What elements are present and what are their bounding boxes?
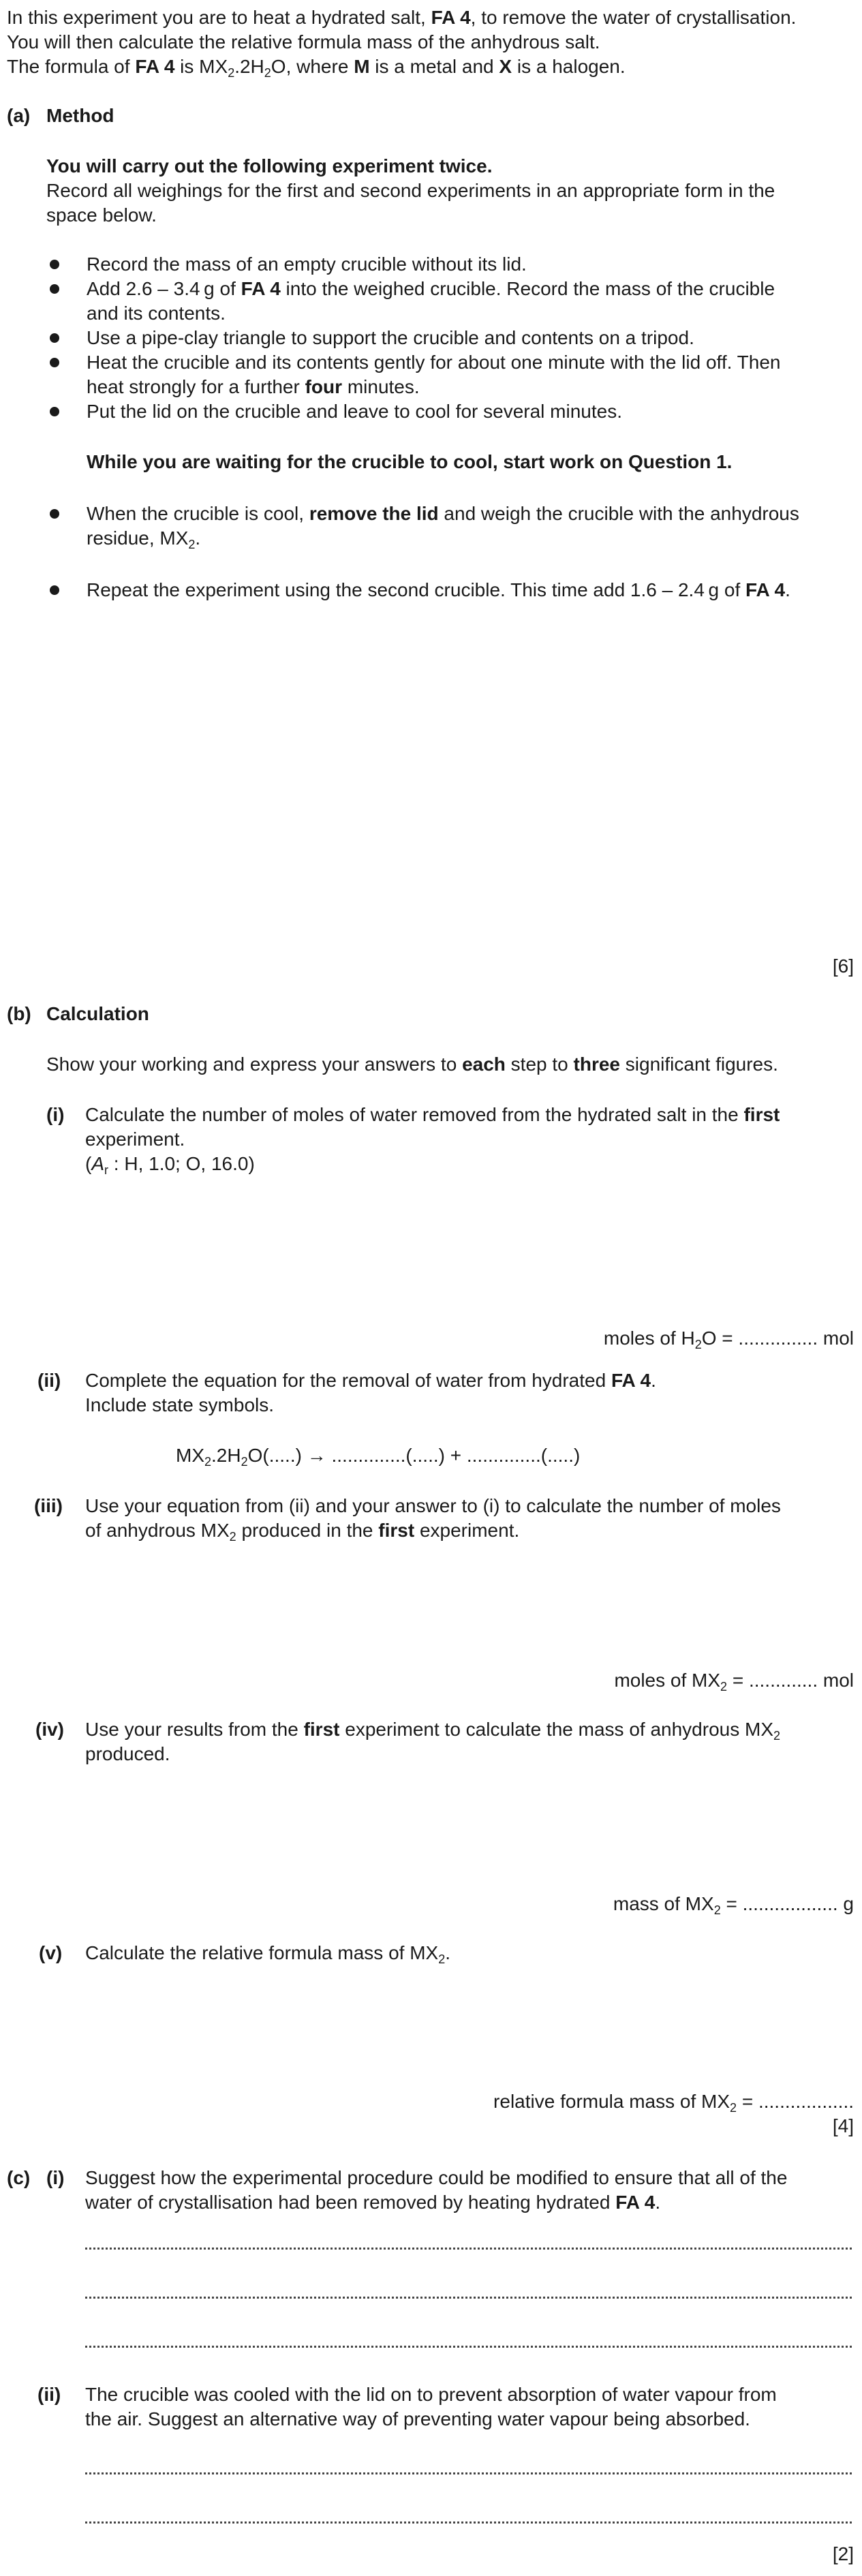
bullet-icon [50, 407, 59, 416]
method-instruction-line-2: space below. [46, 204, 157, 226]
method-step-2-cont: and its contents. [87, 303, 226, 324]
question-b-iii-label: (iii) [34, 1495, 63, 1516]
answer-line[interactable] [85, 2297, 852, 2299]
answer-relative-formula-mass: relative formula mass of $MX_2$ = .................. [493, 2091, 854, 2115]
question-b-iii-text-cont: of anhydrous $MX_2$ produced in the first experiment. [85, 1520, 520, 1544]
method-step-5: Put the lid on the crucible and leave to cool for several minutes. [87, 401, 622, 422]
question-b-iv-text: Use your results from the first experiment to calculate the mass of anhydrous $MX_2$ [85, 1719, 781, 1743]
method-step-6: When the crucible is cool, remove the lid and weigh the crucible with the anhydrous [87, 503, 799, 524]
answer-line[interactable] [85, 2248, 852, 2250]
answer-line[interactable] [85, 2346, 852, 2348]
bullet-icon [50, 260, 59, 269]
bullet-icon [50, 585, 59, 595]
question-b-ii-label: (ii) [37, 1370, 61, 1391]
dehydration-equation: $MX_2.2H_2O(.....)$ → ..............(.....) + ..............(.....) [176, 1445, 581, 1469]
calculation-instruction: Show your working and express your answers to each step to three significant figures. [46, 1054, 778, 1075]
question-b-iii-text: Use your equation from (ii) and your answer to (i) to calculate the number of moles [85, 1495, 781, 1516]
bullet-icon [50, 358, 59, 367]
method-step-6-cont: residue, $MX_2$. [87, 527, 201, 551]
question-c-ii-label: (ii) [37, 2384, 61, 2405]
part-c-marks: [2] [832, 2543, 854, 2564]
question-b-i-text-cont: experiment. [85, 1129, 185, 1150]
method-step-4-cont: heat strongly for a further four minutes. [87, 376, 420, 397]
part-b-label: (b) [7, 1003, 31, 1024]
method-step-2: Add 2.6 – 3.4 g of FA 4 into the weighed crucible. Record the mass of the crucible [87, 278, 775, 299]
answer-moles-mx2: moles of $MX_2$ = ............. mol [614, 1670, 854, 1693]
answer-line[interactable] [85, 2521, 852, 2524]
question-b-i-label: (i) [46, 1104, 65, 1125]
part-a-marks: [6] [832, 955, 854, 977]
question-b-iv-label: (iv) [35, 1719, 64, 1740]
answer-line[interactable] [85, 2472, 852, 2474]
part-a-label: (a) [7, 105, 31, 126]
question-b-iv-text-cont: produced. [85, 1743, 170, 1764]
question-b-ii-text-cont: Include state symbols. [85, 1394, 275, 1415]
question-b-i-text: Calculate the number of moles of water removed from the hydrated salt in the first [85, 1104, 780, 1125]
bullet-icon [50, 284, 59, 294]
intro-line-2: You will then calculate the relative formula mass of the anhydrous salt. [7, 31, 600, 52]
question-c-i-text: Suggest how the experimental procedure could be modified to ensure that all of the [85, 2167, 788, 2188]
method-step-1: Record the mass of an empty crucible without its lid. [87, 254, 527, 275]
bullet-icon [50, 509, 59, 519]
waiting-instruction: While you are waiting for the crucible to cool, start work on Question 1. [87, 451, 733, 472]
method-step-7: Repeat the experiment using the second crucible. This time add 1.6 – 2.4 g of FA 4. [87, 579, 790, 600]
part-a-title: Method [46, 105, 114, 126]
question-b-v-text: Calculate the relative formula mass of $MX_2$. [85, 1942, 451, 1966]
bullet-icon [50, 333, 59, 343]
question-c-ii-text: The crucible was cooled with the lid on to prevent absorption of water vapour from [85, 2384, 777, 2405]
part-c-label: (c) [7, 2167, 31, 2188]
method-instruction-bold: You will carry out the following experiment twice. [46, 155, 493, 177]
method-step-4: Heat the crucible and its contents gently for about one minute with the lid off. Then [87, 352, 781, 373]
intro-line-1: In this experiment you are to heat a hydrated salt, FA 4, to remove the water of crystallisation. [7, 7, 797, 28]
part-b-title: Calculation [46, 1003, 149, 1024]
intro-line-3: The formula of FA 4 is $MX_2.2H_2O$, where M is a metal and X is a halogen. [7, 56, 626, 80]
question-c-ii-text-cont: the air. Suggest an alternative way of preventing water vapour being absorbed. [85, 2408, 750, 2429]
method-step-3: Use a pipe-clay triangle to support the crucible and contents on a tripod. [87, 327, 694, 348]
answer-moles-water: moles of $H_2O$ = ............... mol [603, 1328, 854, 1351]
question-b-ii-text: Complete the equation for the removal of water from hydrated FA 4. [85, 1370, 656, 1391]
question-c-i-text-cont: water of crystallisation had been removed by heating hydrated FA 4. [85, 2192, 661, 2213]
question-c-i-label: (i) [46, 2167, 65, 2188]
question-b-v-label: (v) [39, 1942, 63, 1963]
method-instruction-line-1: Record all weighings for the first and second experiments in an appropriate form in the [46, 180, 775, 201]
relative-atomic-masses: ($A_r$ : H, 1.0; O, 16.0) [85, 1153, 255, 1177]
answer-mass-mx2: mass of $MX_2$ = .................. g [613, 1893, 854, 1917]
part-b-marks: [4] [832, 2115, 854, 2136]
